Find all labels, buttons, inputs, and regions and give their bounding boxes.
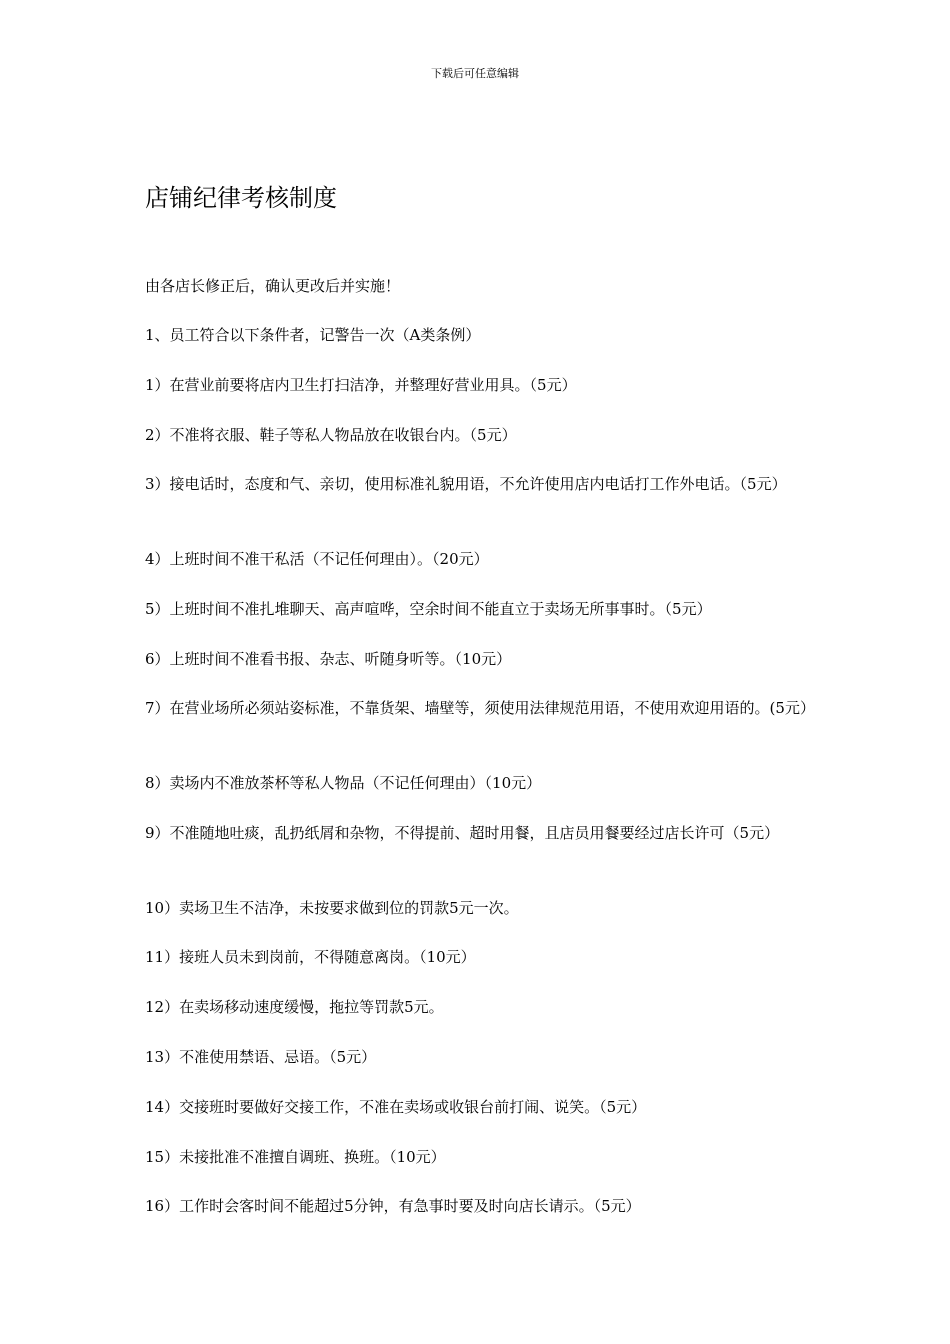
rule-item: 12）在卖场移动速度缓慢，拖拉等罚款5元。 [145, 998, 444, 1016]
rule-item: 4）上班时间不准干私活（不记任何理由）。（20元） [145, 550, 489, 568]
header-note: 下载后可任意编辑 [431, 67, 519, 80]
rule-item: 3）接电话时，态度和气、亲切，使用标准礼貌用语，不允许使用店内电话打工作外电话。（5元） [145, 475, 787, 493]
rule-item: 14）交接班时要做好交接工作，不准在卖场或收银台前打闹、说笑。（5元） [145, 1098, 647, 1116]
rule-item: 7）在营业场所必须站姿标准，不靠货架、墙壁等，须使用法律规范用语，不使用欢迎用语的。(5元） [145, 699, 815, 717]
rule-item: 8）卖场内不准放茶杯等私人物品（不记任何理由）（10元） [145, 774, 542, 792]
rule-item: 15）未接批准不准擅自调班、换班。（10元） [145, 1148, 446, 1166]
section-heading: 1、员工符合以下条件者，记警告一次（A类条例） [145, 326, 481, 344]
rule-item: 6）上班时间不准看书报、杂志、听随身听等。（10元） [145, 650, 512, 668]
rule-item: 11）接班人员未到岗前，不得随意离岗。（10元） [145, 948, 476, 966]
rule-item: 16）工作时会客时间不能超过5分钟，有急事时要及时向店长请示。（5元） [145, 1197, 641, 1215]
rule-item: 13）不准使用禁语、忌语。（5元） [145, 1048, 377, 1066]
rule-item: 5）上班时间不准扎堆聊天、高声喧哗，空余时间不能直立于卖场无所事事时。（5元） [145, 600, 712, 618]
intro-paragraph: 由各店长修正后，确认更改后并实施！ [145, 277, 401, 295]
document-title: 店铺纪律考核制度 [145, 184, 337, 212]
rule-item: 2）不准将衣服、鞋子等私人物品放在收银台内。（5元） [145, 426, 517, 444]
rule-item: 9）不准随地吐痰，乱扔纸屑和杂物，不得提前、超时用餐，且店员用餐要经过店长许可（5元） [145, 824, 780, 842]
rule-item: 1）在营业前要将店内卫生打扫洁净，并整理好营业用具。（5元） [145, 376, 577, 394]
rule-item: 10）卖场卫生不洁净，未按要求做到位的罚款5元一次。 [145, 899, 519, 917]
